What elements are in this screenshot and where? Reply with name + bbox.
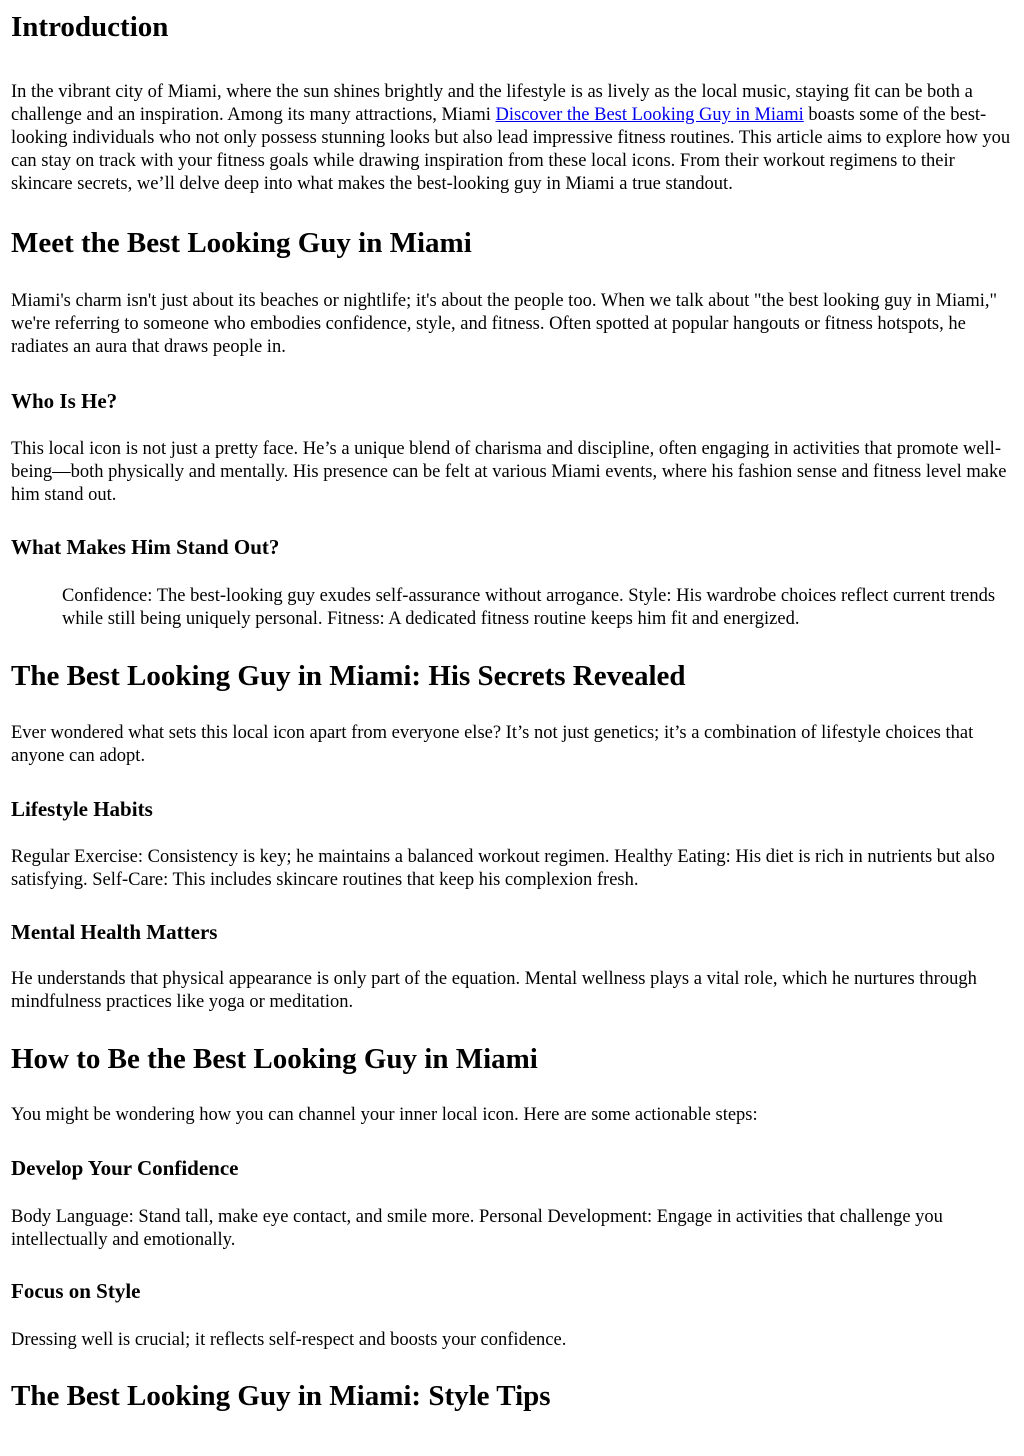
mental-paragraph: He understands that physical appearance is only part of the equation. Mental wellness plays a vital role, which he nurtures through mindfulness practices like yoga or meditation. <box>11 969 977 1012</box>
confidence-paragraph: Body Language: Stand tall, make eye contact, and smile more. Personal Development: Engage in activities that challenge you intellectually and emotionally. <box>11 1207 943 1250</box>
article <box>0 10 1024 1413</box>
heading-style-tips: The Best Looking Guy in Miami: Style Tips <box>11 1380 551 1412</box>
heading-who-is-he: Who Is He? <box>11 389 118 413</box>
heading-secrets-revealed: The Best Looking Guy in Miami: His Secrets Revealed <box>11 660 686 692</box>
intro-text-start: In the vibrant city of Miami, where the sun shines brightly and the lifestyle is as lively as the local music, staying fit can be both a challenge and an inspiration. Among its many attractions, Miami <box>11 82 973 125</box>
intro-text-end: boasts some of the best-looking individuals who not only possess stunning looks but also lead impressive fitness routines. This article aims to explore how you can stay on track with your fitness goals while drawing inspiration from these local icons. From their workout regimens to their skincare secrets, we’ll delve deep into what makes the best-looking guy in Miami a true standout. <box>11 105 1011 194</box>
meet-paragraph: Miami's charm isn't just about its beaches or nightlife; it's about the people too. When we talk about "the best looking guy in Miami," we're referring to someone who embodies confidence, style, and fitness. Often spotted at popular hangouts or fitness hotspots, he radiates an aura that draws people in. <box>11 291 998 357</box>
stand-out-quote: Confidence: The best-looking guy exudes self-assurance without arrogance. Style: His wardrobe choices reflect current trends while still being uniquely personal. Fitness: A dedicated fitness routine keeps him fit and energized. <box>62 586 996 629</box>
intro-paragraph <box>11 81 1014 196</box>
secrets-paragraph: Ever wondered what sets this local icon apart from everyone else? It’s not just genetics; it’s a combination of lifestyle choices that anyone can adopt. <box>11 723 974 766</box>
habits-paragraph: Regular Exercise: Consistency is key; he maintains a balanced workout regimen. Healthy Eating: His diet is rich in nutrients but also satisfying. Self-Care: This includes skincare routines that keep his complexion fresh. <box>11 847 995 890</box>
heading-develop-confidence: Develop Your Confidence <box>11 1156 239 1180</box>
heading-meet: Meet the Best Looking Guy in Miami <box>11 227 472 259</box>
heading-focus-on-style: Focus on Style <box>11 1279 141 1303</box>
heading-introduction: Introduction <box>11 11 169 43</box>
heading-how-to-be: How to Be the Best Looking Guy in Miami <box>11 1043 538 1075</box>
who-paragraph: This local icon is not just a pretty face. He’s a unique blend of charisma and discipline, often engaging in activities that promote well-being—both physically and mentally. His presence can be felt at various Miami events, where his fashion sense and fitness level make him stand out. <box>11 439 1007 505</box>
heading-mental-health: Mental Health Matters <box>11 920 218 944</box>
style-paragraph: Dressing well is crucial; it reflects self-respect and boosts your confidence. <box>11 1330 567 1350</box>
how-paragraph: You might be wondering how you can channel your inner local icon. Here are some actionable steps: <box>11 1105 758 1125</box>
heading-what-makes-him-stand-out: What Makes Him Stand Out? <box>11 535 280 559</box>
heading-lifestyle-habits: Lifestyle Habits <box>11 797 153 821</box>
discover-best-looking-guy-link[interactable]: Discover the Best Looking Guy in Miami <box>495 105 804 125</box>
